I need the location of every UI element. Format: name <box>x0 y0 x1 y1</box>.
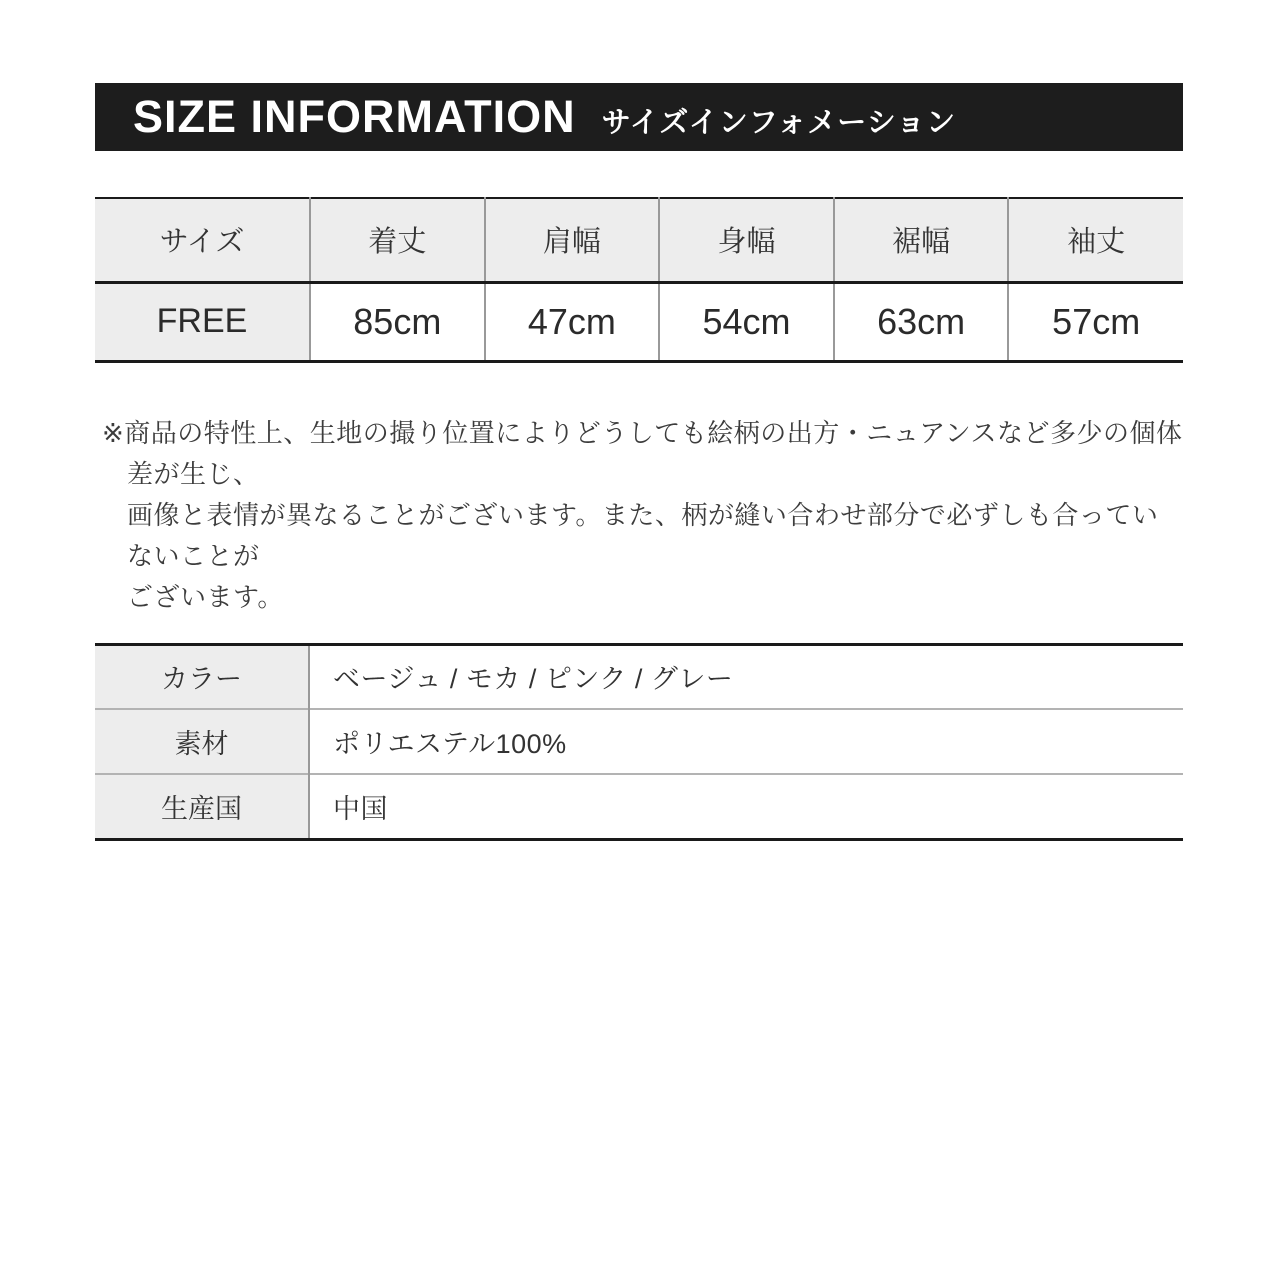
detail-value-origin: 中国 <box>309 774 1183 839</box>
size-table-header-row <box>95 198 1183 282</box>
section-header-bar <box>95 83 1183 151</box>
measurement-hem-width: 63cm <box>834 282 1009 361</box>
size-table-data-row <box>95 282 1183 361</box>
detail-label-material: 素材 <box>95 709 309 774</box>
size-table-header-size: サイズ <box>95 198 310 282</box>
size-table-header-body-width: 身幅 <box>659 198 834 282</box>
size-table-header-hem-width: 裾幅 <box>834 198 1009 282</box>
measurement-body-width: 54cm <box>659 282 834 361</box>
size-measurements-table <box>95 197 1183 363</box>
size-value-free: FREE <box>95 282 310 361</box>
section-title-english: SIZE INFORMATION <box>133 91 576 142</box>
size-table-header-length: 着丈 <box>310 198 485 282</box>
detail-row-color <box>95 644 1183 709</box>
detail-label-color: カラー <box>95 644 309 709</box>
detail-label-origin: 生産国 <box>95 774 309 839</box>
size-table-header-shoulder: 肩幅 <box>485 198 660 282</box>
detail-value-color: ベージュ / モカ / ピンク / グレー <box>309 644 1183 709</box>
detail-row-origin <box>95 774 1183 839</box>
section-title-japanese: サイズインフォメーション <box>601 107 957 139</box>
measurement-shoulder: 47cm <box>485 282 660 361</box>
measurement-length: 85cm <box>310 282 485 361</box>
note-line: ※商品の特性上、生地の撮り位置によりどうしても絵柄の出方・ニュアンスなど多少の個体差が生じ、 <box>102 417 1183 489</box>
product-details-table <box>95 643 1183 841</box>
size-table-header-sleeve: 袖丈 <box>1008 198 1183 282</box>
note-line: ございます。 <box>127 581 284 612</box>
note-line: 画像と表情が異なることがございます。また、柄が縫い合わせ部分で必ずしも合っていないことが <box>127 499 1159 571</box>
measurement-sleeve: 57cm <box>1008 282 1183 361</box>
detail-row-material <box>95 709 1183 774</box>
product-disclaimer-note <box>95 413 1183 618</box>
size-information-section <box>95 83 1183 841</box>
detail-value-material: ポリエステル100% <box>309 709 1183 774</box>
